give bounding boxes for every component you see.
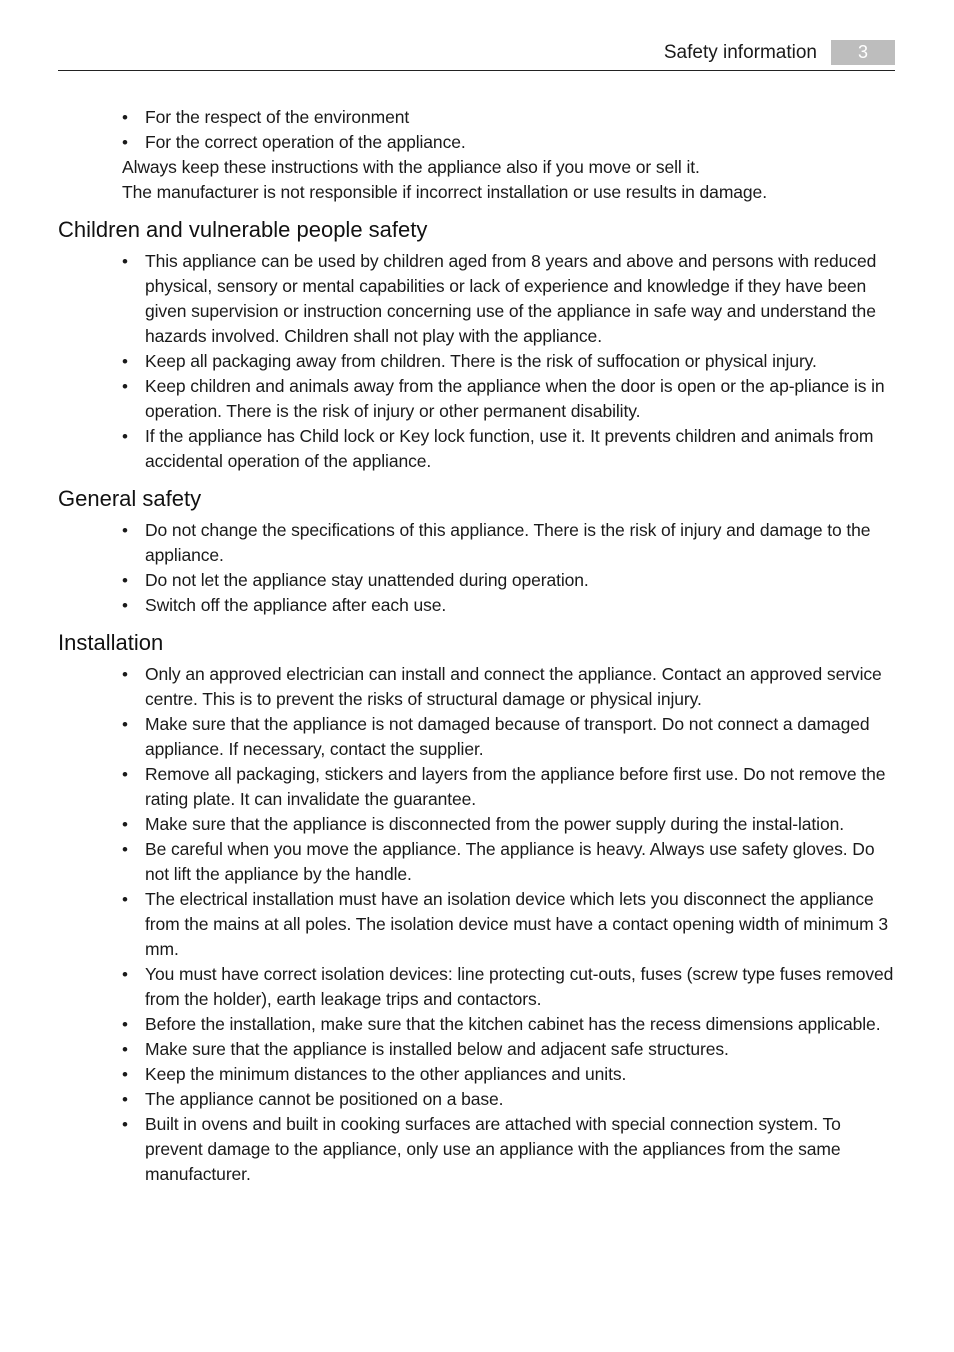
list-item: • Built in ovens and built in cooking surfaces are attached with special connection system. To prevent damage to the appliance, only use an appliance with the appliances from the same manufacturer. — [58, 1112, 898, 1187]
list-item: • Make sure that the appliance is installed below and adjacent safe structures. — [58, 1037, 898, 1062]
page-header — [58, 40, 895, 71]
list-item: • Make sure that the appliance is disconnected from the power supply during the instal-lation. — [58, 812, 898, 837]
list-item: • Be careful when you move the appliance. The appliance is heavy. Always use safety gloves. Do not lift the appliance by the handle. — [58, 837, 898, 887]
list-item: • Only an approved electrician can install and connect the appliance. Contact an approved service centre. This is to prevent the risks of structural damage or physical injury. — [58, 662, 898, 712]
list-item: • Remove all packaging, stickers and layers from the appliance before first use. Do not remove the rating plate. It can invalidate the guarantee. — [58, 762, 898, 812]
list-item: • This appliance can be used by children aged from 8 years and above and persons with reduced physical, sensory or mental capabilities or lack of experience and knowledge if they have been given supervision or instruction concerning use of the appliance in safe way and understand the hazards involved. Children shall not play with the appliance. — [58, 249, 898, 349]
section-heading: General safety — [58, 486, 202, 511]
intro-note: The manufacturer is not responsible if incorrect installation or use results in damage. — [122, 182, 767, 202]
list-item: • Before the installation, make sure that the kitchen cabinet has the recess dimensions applicable. — [58, 1012, 898, 1037]
page-number: 3 — [831, 40, 895, 65]
list-item: • If the appliance has Child lock or Key lock function, use it. It prevents children and animals from accidental operation of the appliance. — [58, 424, 898, 474]
list-item: • You must have correct isolation devices: line protecting cut-outs, fuses (screw type fuses removed from the holder), earth leakage trips and contactors. — [58, 962, 898, 1012]
list-item: • Do not change the specifications of this appliance. There is the risk of injury and damage to the appliance. — [58, 518, 898, 568]
list-item: • For the respect of the environment — [58, 105, 898, 130]
list-item: • Make sure that the appliance is not damaged because of transport. Do not connect a damaged appliance. If necessary, contact the supplier. — [58, 712, 898, 762]
section-installation — [58, 629, 898, 1187]
list-item: • Keep the minimum distances to the other appliances and units. — [58, 1062, 898, 1087]
list-item: • The appliance cannot be positioned on a base. — [58, 1087, 898, 1112]
section-heading: Children and vulnerable people safety — [58, 217, 428, 242]
intro-list — [58, 105, 898, 155]
section-general-safety — [58, 485, 898, 618]
section-children-safety — [58, 216, 898, 474]
intro-note: Always keep these instructions with the appliance also if you move or sell it. — [122, 157, 700, 177]
list-item: • Keep children and animals away from the appliance when the door is open or the ap-pliance is in operation. There is the risk of injury or other permanent disability. — [58, 374, 898, 424]
list-item: • Keep all packaging away from children. There is the risk of suffocation or physical injury. — [58, 349, 898, 374]
list-item: • The electrical installation must have an isolation device which lets you disconnect the appliance from the mains at all poles. The isolation device must have a contact opening width of minimum 3 mm. — [58, 887, 898, 962]
header-title: Safety information — [663, 42, 817, 63]
section-heading: Installation — [58, 630, 164, 655]
document-body — [58, 105, 898, 1187]
list-item: • Switch off the appliance after each use. — [58, 593, 898, 618]
list-item: • Do not let the appliance stay unattended during operation. — [58, 568, 898, 593]
list-item: • For the correct operation of the appliance. — [58, 130, 898, 155]
